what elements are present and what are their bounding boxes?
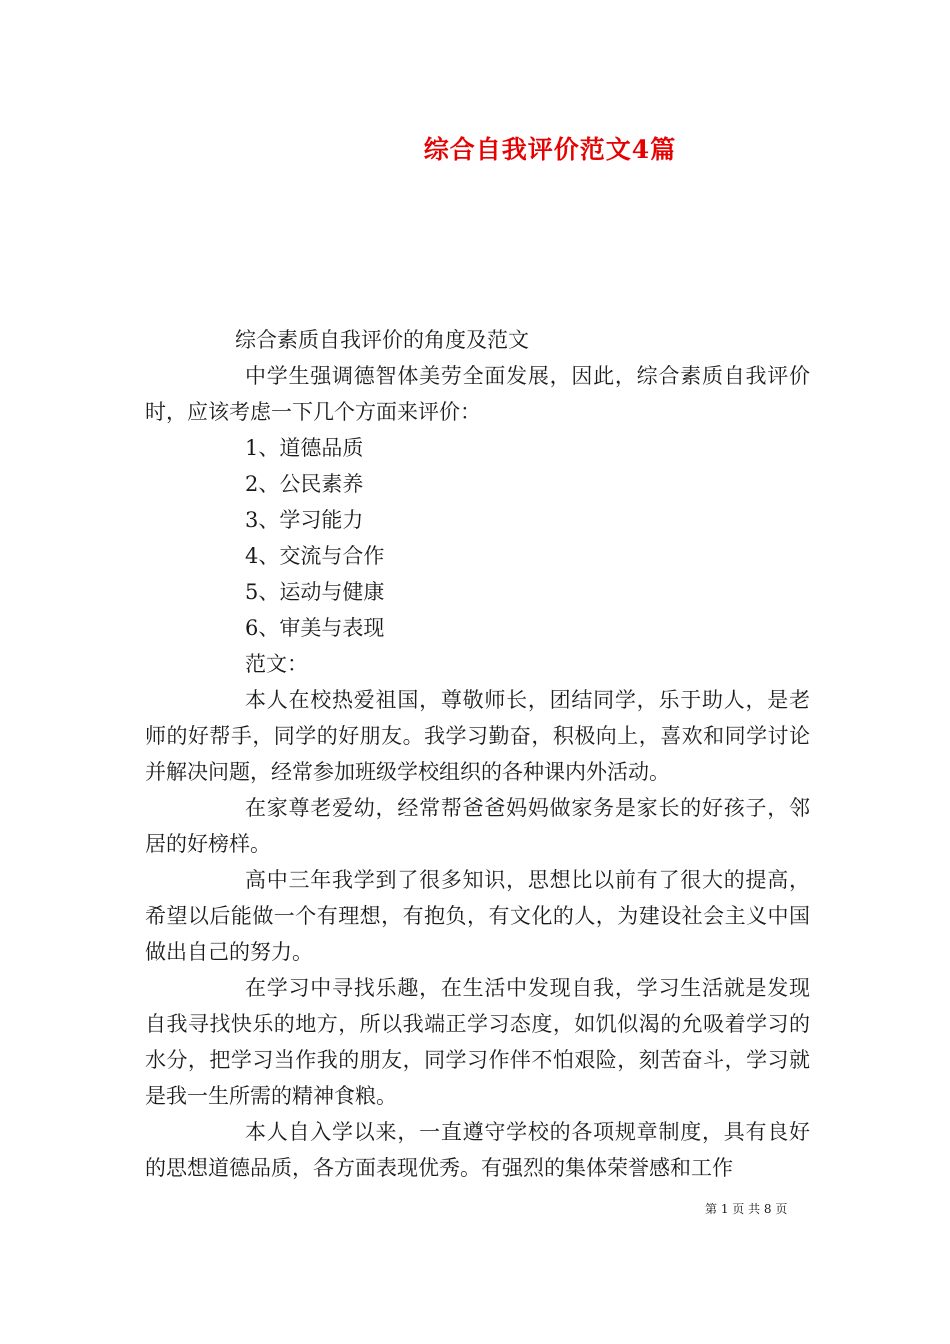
body-paragraph: 本人在校热爱祖国，尊敬师长，团结同学，乐于助人，是老师的好帮手，同学的好朋友。我学习勤奋，积极向上，喜欢和同学讨论并解决问题，经常参加班级学校组织的各种课内外活动。 [145,688,810,784]
aspect-item: 3、学习能力 [245,508,364,532]
document-title: 综合自我评价范文4篇 [423,135,677,164]
section-heading: 综合素质自我评价的角度及范文 [235,328,529,352]
body-paragraph: 本人自入学以来，一直遵守学校的各项规章制度，具有良好的思想道德品质，各方面表现优秀。有强烈的集体荣誉感和工作 [145,1120,810,1180]
aspects-list [145,430,810,646]
body-paragraph: 在家尊老爱幼，经常帮爸爸妈妈做家务是家长的好孩子，邻居的好榜样。 [145,796,810,856]
aspect-item: 4、交流与合作 [245,544,385,568]
sample-label: 范文： [245,652,308,676]
aspect-item: 2、公民素养 [245,472,364,496]
intro-paragraph: 中学生强调德智体美劳全面发展，因此，综合素质自我评价时，应该考虑一下几个方面来评价： [145,364,810,424]
page-number-footer: 第 1 页 共 8 页 [705,1202,788,1216]
body-paragraph: 高中三年我学到了很多知识，思想比以前有了很大的提高，希望以后能做一个有理想，有抱负，有文化的人，为建设社会主义中国做出自己的努力。 [145,868,810,964]
body-paragraph: 在学习中寻找乐趣，在生活中发现自我，学习生活就是发现自我寻找快乐的地方，所以我端正学习态度，如饥似渴的允吸着学习的水分，把学习当作我的朋友，同学习作伴不怕艰险，刻苦奋斗，学习就是我一生所需的精神食粮。 [145,976,810,1108]
aspect-item: 1、道德品质 [245,436,364,460]
document-body [145,322,810,1186]
aspect-item: 6、审美与表现 [245,616,385,640]
aspect-item: 5、运动与健康 [245,580,385,604]
